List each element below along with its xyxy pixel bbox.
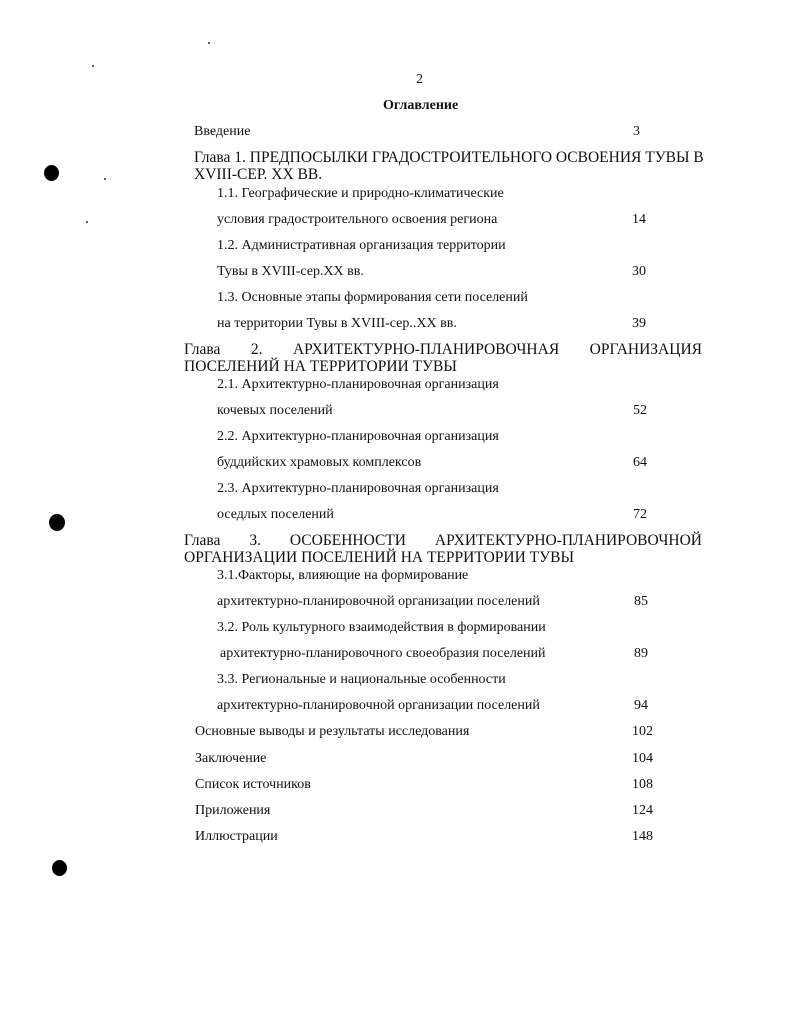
section-3-2-line2: архитектурно-планировочного своеобразия поселений <box>220 646 546 661</box>
scan-speck <box>104 178 106 180</box>
toc-illustrations-label: Иллюстрации <box>195 829 278 844</box>
section-3-1-page: 85 <box>634 594 648 609</box>
toc-summary-page: 104 <box>632 751 653 766</box>
chapter3-word-4: АРХИТЕКТУРНО-ПЛАНИРОВОЧНОЙ <box>434 532 702 549</box>
toc-sources-page: 108 <box>632 777 653 792</box>
section-2-1-line1: 2.1. Архитектурно-планировочная организация <box>217 377 499 392</box>
toc-sources-label: Список источников <box>195 777 311 792</box>
chapter2-heading-line2: ПОСЕЛЕНИЙ НА ТЕРРИТОРИИ ТУВЫ <box>184 358 457 375</box>
section-2-3-line1: 2.3. Архитектурно-планировочная организация <box>217 481 499 496</box>
punch-hole-middle <box>49 514 65 531</box>
section-3-3-line1: 3.3. Региональные и национальные особенности <box>217 672 506 687</box>
section-1-1-line2: условия градостроительного освоения региона <box>217 212 498 227</box>
scan-speck <box>86 221 88 223</box>
section-1-1-line1: 1.1. Географические и природно-климатические <box>217 186 504 201</box>
section-1-1-page: 14 <box>632 212 646 227</box>
chapter3-heading-line2: ОРГАНИЗАЦИИ ПОСЕЛЕНИЙ НА ТЕРРИТОРИИ ТУВЫ <box>184 549 574 566</box>
chapter2-word-1: Глава <box>184 341 221 358</box>
section-1-2-line2: Тувы в XVIII-сер.XX вв. <box>217 264 364 279</box>
toc-conclusions-page: 102 <box>632 724 653 739</box>
toc-intro-label: Введение <box>194 124 251 139</box>
section-3-3-line2: архитектурно-планировочной организации поселений <box>217 698 540 713</box>
chapter2-heading-line1 <box>184 341 702 358</box>
section-1-3-page: 39 <box>632 316 646 331</box>
section-2-2-line2: буддийских храмовых комплексов <box>217 455 422 470</box>
section-1-3-line1: 1.3. Основные этапы формирования сети поселений <box>217 290 528 305</box>
scan-speck <box>92 65 94 67</box>
toc-title: Оглавление <box>383 98 459 113</box>
chapter3-heading-line1 <box>184 532 702 549</box>
chapter3-word-3: ОСОБЕННОСТИ <box>289 532 406 549</box>
chapter1-heading-line2: XVIII-СЕР. XX ВВ. <box>194 166 323 183</box>
section-2-1-line2: кочевых поселений <box>217 403 333 418</box>
toc-conclusions-label: Основные выводы и результаты исследования <box>195 724 470 739</box>
toc-illustrations-page: 148 <box>632 829 653 844</box>
punch-hole-bottom <box>52 860 67 876</box>
section-2-1-page: 52 <box>633 403 647 418</box>
chapter3-word-1: Глава <box>184 532 221 549</box>
section-2-3-line2: оседлых поселений <box>217 507 334 522</box>
toc-appendices-page: 124 <box>632 803 653 818</box>
toc-summary-label: Заключение <box>195 751 267 766</box>
toc-appendices-label: Приложения <box>195 803 271 818</box>
chapter2-word-3: АРХИТЕКТУРНО-ПЛАНИРОВОЧНАЯ <box>292 341 560 358</box>
chapter3-word-2: 3. <box>249 532 261 549</box>
section-1-2-page: 30 <box>632 264 646 279</box>
section-3-1-line1: 3.1.Факторы, влияющие на формирование <box>217 568 469 583</box>
section-3-1-line2: архитектурно-планировочной организации поселений <box>217 594 540 609</box>
chapter2-word-2: 2. <box>250 341 263 358</box>
scan-speck <box>208 42 210 44</box>
section-2-3-page: 72 <box>633 507 647 522</box>
section-1-2-line1: 1.2. Административная организация территории <box>217 238 506 253</box>
chapter1-heading-line1: Глава 1. ПРЕДПОСЫЛКИ ГРАДОСТРОИТЕЛЬНОГО ОСВОЕНИЯ ТУВЫ В <box>194 149 704 166</box>
section-3-2-page: 89 <box>634 646 648 661</box>
section-3-2-line1: 3.2. Роль культурного взаимодействия в формировании <box>217 620 546 635</box>
toc-intro-page: 3 <box>633 124 640 139</box>
section-2-2-line1: 2.2. Архитектурно-планировочная организация <box>217 429 499 444</box>
punch-hole-top <box>44 165 59 181</box>
section-2-2-page: 64 <box>633 455 647 470</box>
chapter2-word-4: ОРГАНИЗАЦИЯ <box>589 341 702 358</box>
section-3-3-page: 94 <box>634 698 648 713</box>
section-1-3-line2: на территории Тувы в XVIII-сер..XX вв. <box>217 316 457 331</box>
page-number: 2 <box>416 72 423 87</box>
